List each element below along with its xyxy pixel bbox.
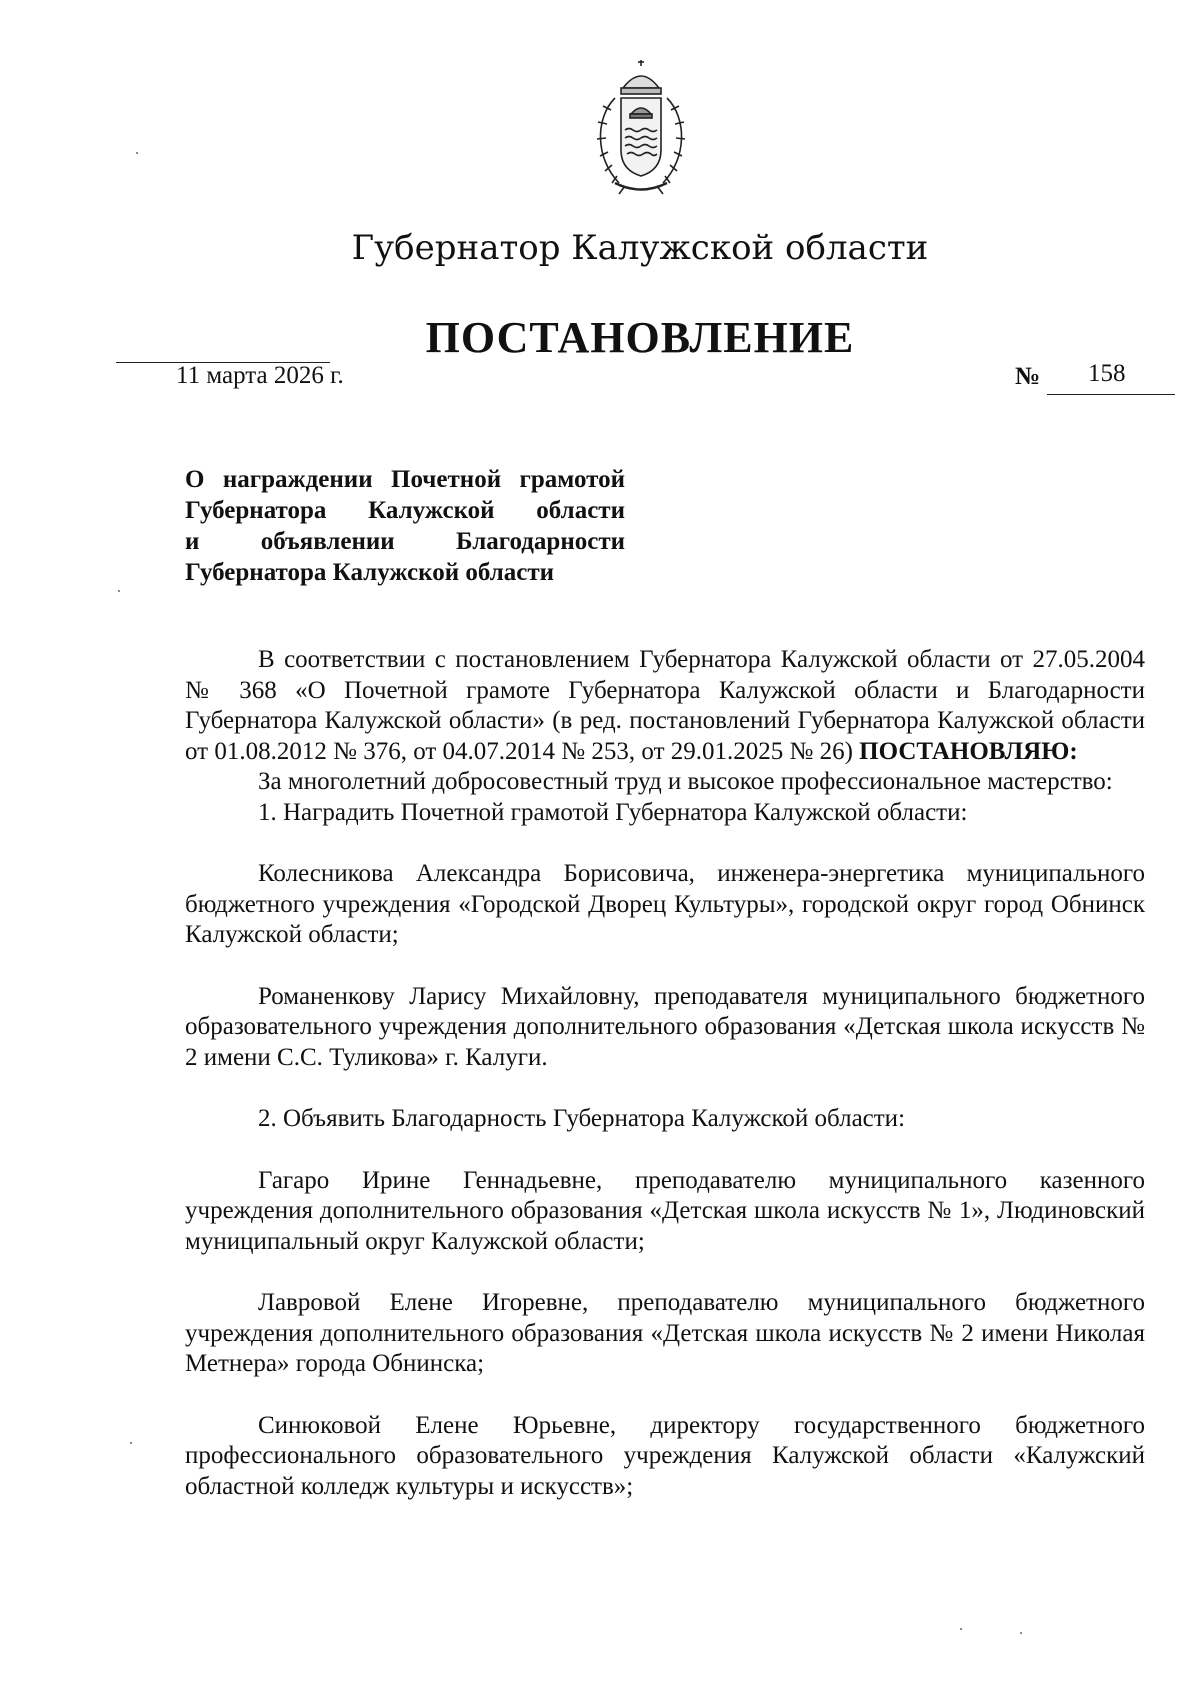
preamble-text: В соответствии с постановлением Губернатора Калужской области от 27.05.2004 № 368 «О Почетной грамоте Губернатора Калужской области и Благодарности Губернатора Калужской области» (в ред. постановлений Губернатора Калужской области от 01.08.2012 № 376, от 04.07.2014 № 253, от 29.01.2025 № 26) bbox=[185, 646, 1145, 765]
document-date: 11 марта 2026 г. bbox=[176, 362, 344, 389]
subject-line: О награждении Почетной грамотой bbox=[185, 466, 625, 493]
document-number: 158 bbox=[1088, 360, 1126, 387]
preamble-paragraph bbox=[185, 645, 1145, 767]
gratitude-recipient-paragraph: Синюковой Елене Юрьевне, директору государственного бюджетного профессионального образовательного учреждения Калужской области «Калужский областной колледж культуры и искусств»; bbox=[185, 1411, 1145, 1500]
coat-of-arms-emblem bbox=[585, 58, 697, 198]
gratitude-recipient-paragraph: Лавровой Елене Игоревне, преподавателю муниципального бюджетного учреждения дополнительного образования «Детская школа искусств № 2 имени Николая Метнера» города Обнинска; bbox=[185, 1289, 1145, 1377]
number-sign: № bbox=[1015, 363, 1041, 390]
section-2-heading: 2. Объявить Благодарность Губернатора Калужской области: bbox=[258, 1105, 906, 1132]
document-body bbox=[185, 645, 1145, 1502]
reason-paragraph: За многолетний добросовестный труд и высокое профессиональное мастерство: bbox=[258, 768, 1113, 795]
issuer-title: Губернатор Калужской области bbox=[351, 228, 929, 268]
number-underline bbox=[1047, 394, 1175, 395]
section-1-heading: 1. Наградить Почетной грамотой Губернатора Калужской области: bbox=[258, 798, 968, 826]
decree-word: ПОСТАНОВЛЯЮ: bbox=[859, 737, 1078, 765]
scan-speck bbox=[130, 1442, 132, 1444]
award-recipient-paragraph: Романенкову Ларису Михайловну, преподавателя муниципального бюджетного образовательного учреждения дополнительного образования «Детская школа искусств № 2 имени С.С. Туликова» г. Калуги. bbox=[185, 982, 1145, 1071]
gratitude-recipient-paragraph: Гагаро Ирине Геннадьевне, преподавателю муниципального казенного учреждения дополнительного образования «Детская школа искусств № 1», Людиновский муниципальный округ Калужской области; bbox=[185, 1166, 1145, 1255]
document-type-heading: ПОСТАНОВЛЕНИЕ bbox=[425, 313, 855, 362]
scan-speck bbox=[960, 1628, 962, 1630]
award-recipient-paragraph: Колесникова Александра Борисовича, инженера-энергетика муниципального бюджетного учреждения «Городской Дворец Культуры», городской округ город Обнинск Калужской области; bbox=[185, 860, 1145, 948]
scan-speck bbox=[118, 590, 120, 592]
subject-line: и объявлении Благодарности bbox=[185, 528, 625, 555]
scan-speck bbox=[136, 152, 138, 154]
subject-line: Губернатора Калужской области bbox=[185, 559, 555, 586]
subject-line: Губернатора Калужской области bbox=[185, 497, 625, 524]
scan-speck bbox=[1020, 1632, 1022, 1634]
document-subject-title bbox=[185, 464, 625, 588]
